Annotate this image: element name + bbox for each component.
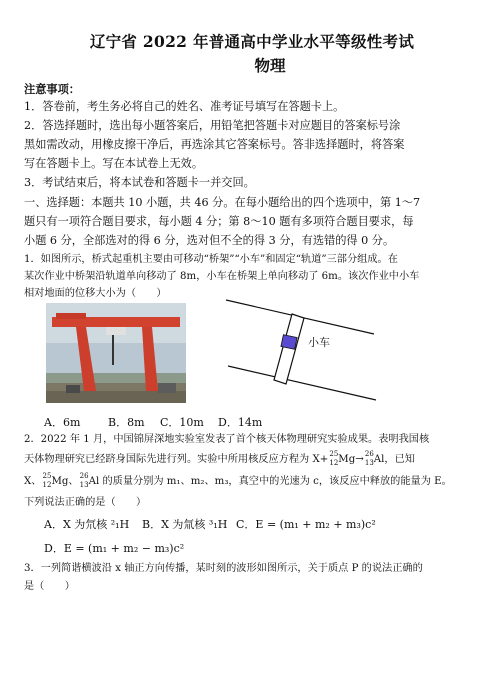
q2-option-c: C．E = (m₁ + m₂ + m₃)c² <box>236 518 376 531</box>
q2-line3-text-a: X、 <box>24 476 42 487</box>
al-isotope: 26 13 <box>364 450 374 467</box>
q1-option-c: C．10m <box>160 416 204 429</box>
q2-line3-text-b: Mg、 <box>51 476 79 487</box>
crane-photo <box>46 303 186 403</box>
notice-item-1: 1．答卷前，考生务必将自己的姓名、准考证号填写在答题卡上。 <box>24 100 345 113</box>
rail-bottom <box>228 366 376 400</box>
mg-isotope-2: 25 12 <box>42 472 52 489</box>
q2-option-b: B．X 为氚核 ³₁H <box>142 518 228 531</box>
q1-option-d: D．14m <box>218 416 263 429</box>
q1-option-a: A．6m <box>44 416 81 429</box>
bridge-frame <box>274 314 304 384</box>
section1-line1: 一、选择题：本题共 10 小题，共 46 分。在每小题给出的四个选项中，第 1～7 <box>24 196 421 209</box>
q3-line2: 是（ ） <box>24 581 75 592</box>
mg-isotope: 25 12 <box>329 450 339 467</box>
q1-line2: 某次作业中桥架沿轨道单向移动了 8m，小车在桥架上单向移动了 6m。该次作业中小车 <box>24 271 420 282</box>
q2-option-d: D．E = (m₁ + m₂ − m₃)c² <box>44 542 185 555</box>
q2-line2-text-b: Mg→ <box>338 454 364 465</box>
notice-item-2b: 黑如需改动，用橡皮擦干净后，再选涂其它答案标号。答非选择题时，将答案 <box>24 138 405 151</box>
q1-option-b: B．8m <box>108 416 145 429</box>
notice-heading: 注意事项： <box>24 82 80 96</box>
exam-title: 辽宁省 2022 年普通高中学业水平等级性考试 <box>89 32 415 51</box>
q2-line1: 2．2022 年 1 月，中国锦屏深地实验室发表了首个核天体物理研究实验成果。表明我国核 <box>24 434 430 445</box>
q2-line4: 下列说法正确的是（ ） <box>24 497 147 508</box>
q2-line2-text-a: 天体物理研究已经跻身国际先进行列。实验中所用核反应方程为 X+ <box>24 454 329 465</box>
section1-line3: 小题 6 分，全部选对的得 6 分，选对但不全的得 3 分，有选错的得 0 分。 <box>24 234 395 247</box>
bridge-crane-diagram <box>224 296 380 406</box>
trolley <box>281 335 297 350</box>
q2-line2-text-c: Al，已知 <box>373 454 415 465</box>
subject-title: 物理 <box>254 56 286 75</box>
q2-line3 <box>24 474 486 489</box>
notice-item-3: 3．考试结束后，将本试卷和答题卡一并交回。 <box>24 176 255 189</box>
al-isotope-2: 26 13 <box>79 472 89 489</box>
q2-line3-text-c: Al 的质量分别为 m₁、m₂、m₃，真空中的光速为 c，该反应中释放的能量为 E。 <box>88 476 452 487</box>
q1-line3: 相对地面的位移大小为（ ） <box>24 288 167 299</box>
q1-line1: 1．如图所示，桥式起重机主要由可移动“桥架”“小车”和固定“轨道”三部分组成。在 <box>24 254 398 265</box>
q3-line1: 3．一列简谐横波沿 x 轴正方向传播，某时刻的波形如图所示，关于质点 P 的说法正确的 <box>24 563 423 574</box>
notice-item-2c: 写在答题卡上。写在本试卷上无效。 <box>24 157 204 170</box>
trolley-label: 小车 <box>308 336 330 349</box>
section1-line2: 题只有一项符合题目要求，每小题 4 分；第 8～10 题有多项符合题目要求，每 <box>24 215 414 228</box>
q2-line2 <box>24 452 486 467</box>
notice-item-2a: 2．答选择题时，选出每小题答案后，用铅笔把答题卡对应题目的答案标号涂 <box>24 119 401 132</box>
q2-option-a: A．X 为氘核 ²₁H <box>44 518 130 531</box>
